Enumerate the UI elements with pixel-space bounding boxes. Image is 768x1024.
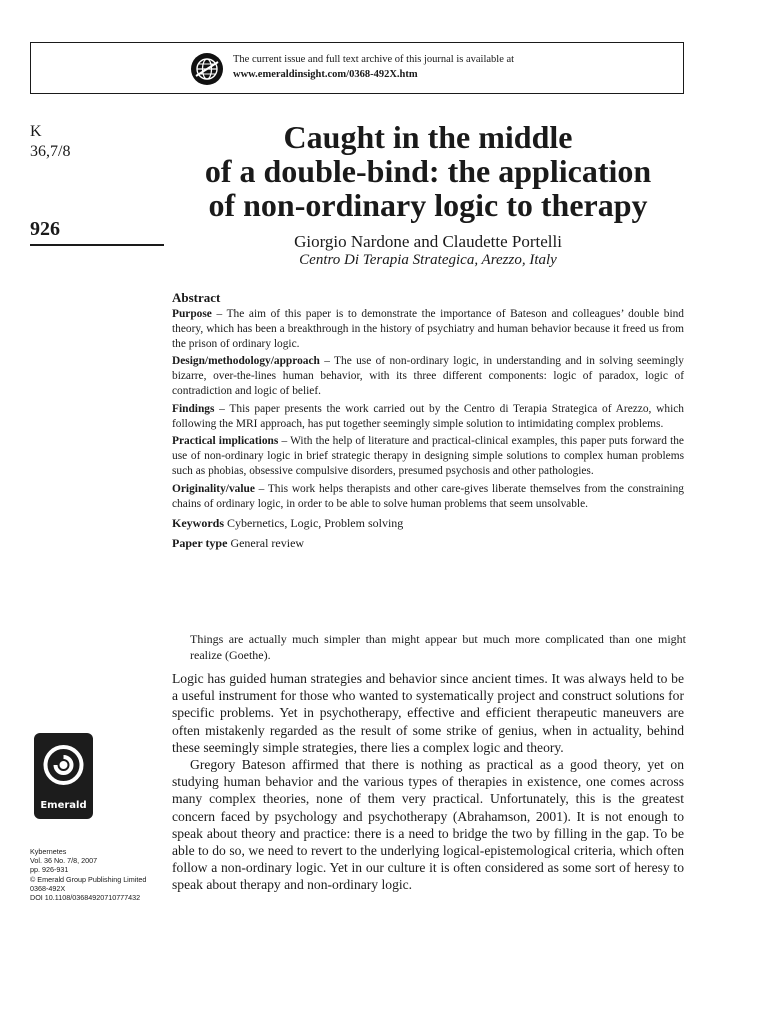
meta-line: Vol. 36 No. 7/8, 2007: [30, 856, 98, 866]
meta-line: © Emerald Group Publishing Limited: [30, 874, 147, 884]
article-body: [172, 670, 684, 894]
availability-text: The current issue and full text archive of this journal is available at: [233, 54, 515, 65]
section-text: – The use of non-ordinary logic, in understanding and in solving seemingly bizarre, over-the-lines human behavior, with its three different components: logic of paradox, logic of contradiction and logic of belief.: [172, 355, 684, 397]
title-line: of a double-bind: the application: [204, 153, 652, 189]
section-label: Originality/value: [172, 482, 255, 495]
volume-issue: 36,7/8: [30, 143, 71, 160]
abstract-implications: [172, 434, 684, 478]
section-label: Purpose: [172, 308, 212, 320]
citation-meta: [30, 847, 180, 902]
journal-availability-banner: [30, 42, 684, 94]
abstract-heading: Abstract: [172, 290, 221, 305]
section-label: Findings: [172, 402, 215, 415]
article-title: [172, 120, 684, 222]
meta-line: Kybernetes: [30, 847, 67, 856]
section-text: – The aim of this paper is to demonstrate the importance of Bateson and colleagues’ double bind theory, which has been a breakthrough in the history of psychiatry and human behavior because it freed us from the prison of ordinary logic.: [172, 308, 684, 350]
section-text: – This work helps therapists and other care-gives liberate themselves from the constraining chains of ordinary logic, in order to be able to solve human problems that seem unsolvable.: [172, 482, 684, 510]
title-line: Caught in the middle: [283, 119, 573, 155]
article-authors: Giorgio Nardone and Claudette Portelli: [294, 232, 562, 251]
section-label: Design/methodology/approach: [172, 355, 320, 368]
keywords-text: Cybernetics, Logic, Problem solving: [224, 516, 404, 531]
section-text: – With the help of literature and practical-clinical examples, this paper puts forward the use of non-ordinary logic in brief strategic therapy in designing simple solutions to complex human problems such as phobias, obsessive compulsive disorders, presumed psychosis and other pathologies.: [172, 435, 684, 477]
body-paragraph: Logic has guided human strategies and behavior since ancient times. It was always held to be a useful instrument for those who wanted to systematically project and construct solutions for specific problems. Yet in psychotherapy, effective and efficient therapeutic maneuvers are often mistakenly regarded as the result of some strike of genius, when in actuality, behind these seemingly simple strategies, there lies a complex logic and theory.: [172, 671, 684, 755]
abstract-purpose: [172, 307, 684, 351]
journal-code: K: [30, 123, 42, 140]
title-line: of non-ordinary logic to therapy: [208, 187, 648, 223]
meta-line: 0368-492X: [30, 883, 66, 893]
body-paragraph: Gregory Bateson affirmed that there is nothing as practical as a good theory, yet on studying human behavior and the various types of therapies in existence, one comes across many complex theories, none of them very practical. Unfortunately, this is the greatest concern faced by psychology and psychotherapy (Abrahamson, 2001). It is not enough to speak about theory and practice: there is a need to bridge the two by filling in the gap. To be able to do so, we need to revert to the underlying logical-epistemological criteria, which often follow a non-ordinary logic. Yet in our culture it is often considered as some sort of heresy to speak about therapy and non-ordinary logic.: [172, 757, 684, 893]
abstract-findings: [172, 402, 684, 432]
journal-volume-info: [30, 122, 70, 162]
emerald-wordmark: Emerald: [40, 800, 87, 811]
meta-line: pp. 926-931: [30, 865, 69, 875]
author-affiliation: Centro Di Terapia Strategica, Arezzo, Italy: [299, 252, 557, 268]
abstract-originality: [172, 482, 684, 512]
meta-line: DOI 10.1108/03684920710777432: [30, 893, 141, 903]
paper-type: [172, 536, 684, 551]
abstract: [172, 290, 684, 551]
paper-type-label: Paper type: [172, 536, 228, 551]
emerald-swirl-icon: [43, 741, 84, 793]
journal-url-link[interactable]: www.emeraldinsight.com/0368-492X.htm: [233, 69, 418, 80]
globe-icon: [190, 52, 224, 86]
epigraph-quote: Things are actually much simpler than might appear but much more complicated than one might realize (Goethe).: [190, 632, 686, 662]
page-number-rule: [30, 244, 164, 246]
section-text: – This paper presents the work carried out by the Centro di Terapia Strategica of Arezzo, which following the MRI approach, has put together seemingly simple solution to intimidating complex problems.: [172, 402, 684, 430]
abstract-design: [172, 354, 684, 398]
page-number: 926: [30, 218, 60, 240]
section-label: Practical implications: [172, 435, 279, 448]
paper-type-text: General review: [227, 536, 305, 551]
keywords-label: Keywords: [172, 516, 224, 531]
keywords: [172, 516, 684, 531]
emerald-logo: [34, 733, 93, 819]
